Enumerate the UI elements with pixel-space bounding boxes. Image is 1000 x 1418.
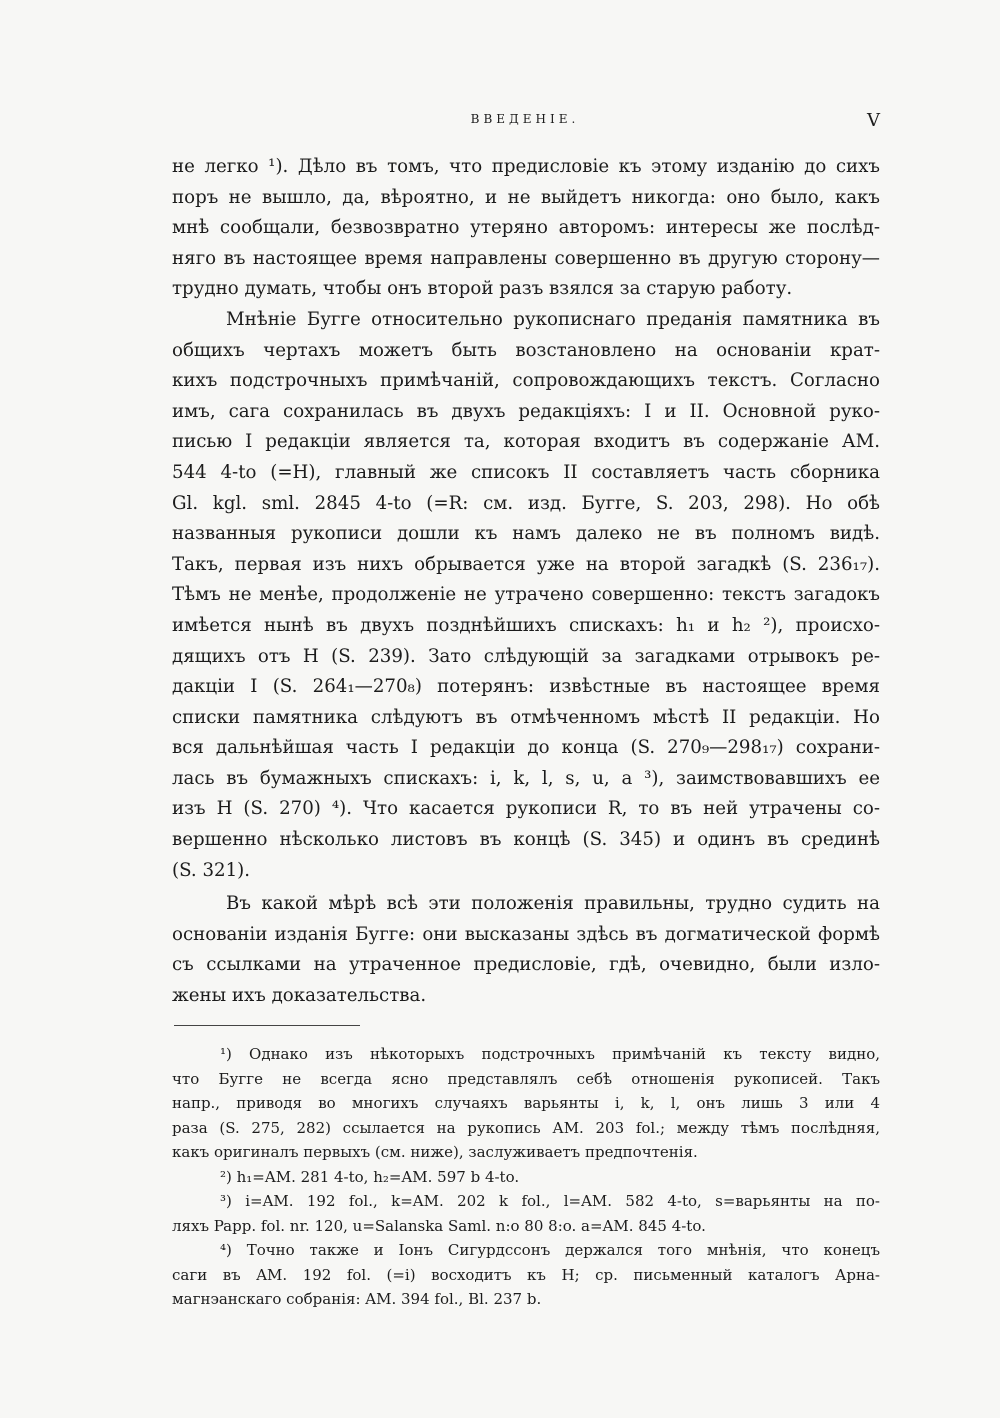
text-line: Gl. kgl. sml. 2845 4-to (=R: см. изд. Бугге, S. 203, 298). Но обѣ [172, 492, 880, 514]
footnote-line: саги въ AM. 192 fol. (=i) восходитъ къ H; ср. письменный каталогъ Арна- [172, 1265, 880, 1284]
text-line: основаніи изданія Бугге: они высказаны здѣсь въ догматической формѣ [172, 923, 880, 945]
text-line: не легко ¹). Дѣло въ томъ, что предисловіе къ этому изданію до сихъ [172, 156, 880, 177]
footnote-line: ³) i=AM. 192 fol., k=AM. 202 k fol., l=AM. 582 4-to, s=варьянты на по- [220, 1192, 880, 1210]
footnote-2 [172, 1165, 880, 1190]
footnote-line: какъ оригиналъ первыхъ (см. ниже), заслуживаетъ предпочтенія. [172, 1143, 698, 1161]
text-line: списки памятника слѣдуютъ въ отмѣченномъ мѣстѣ II редакціи. Но [172, 706, 880, 728]
body-text [172, 152, 880, 1012]
text-line: названныя рукописи дошли къ намъ далеко не въ полномъ видѣ. [172, 523, 880, 545]
footnote-3 [172, 1189, 880, 1238]
footnote-separator [174, 1025, 360, 1026]
footnote-line: ляхъ Papp. fol. nr. 120, u=Salanska Saml. n:o 80 8:o. a=AM. 845 4-to. [172, 1216, 706, 1235]
text-line: Такъ, первая изъ нихъ обрывается уже на второй загадкѣ (S. 236₁₇). [172, 553, 880, 575]
footnote-line: что Бугге не всегда ясно представлялъ себѣ отношенія рукописей. Такъ [172, 1069, 880, 1088]
text-line: (S. 321). [172, 859, 251, 881]
text-line: съ ссылками на утраченное предисловіе, гдѣ, очевидно, были изло- [172, 954, 880, 976]
paragraph-2 [172, 305, 880, 886]
text-line: няго въ настоящее время направлены совершенно въ другую сторону— [172, 247, 880, 269]
text-line: 544 4-to (=H), главный же списокъ II составляетъ часть сборника [172, 461, 880, 483]
text-line: поръ не вышло, да, вѣроятно, и не выйдетъ никогда: оно было, какъ [172, 186, 880, 208]
footnotes [172, 1042, 880, 1312]
text-line: трудно думать, чтобы онъ второй разъ взялся за старую работу. [172, 278, 793, 300]
text-line: лась въ бумажныхъ спискахъ: i, k, l, s, u, a ³), заимствовавшихъ ее [172, 767, 880, 789]
text-line: дящихъ отъ H (S. 239). Зато слѣдующій за загадками отрывокъ ре- [172, 645, 880, 667]
text-line: вершенно нѣсколько листовъ въ концѣ (S. 345) и одинъ въ срединѣ [172, 829, 880, 851]
footnote-line: магнэанскаго собранія: AM. 394 fol., Bl. 237 b. [172, 1290, 542, 1308]
paragraph-3 [172, 889, 880, 1011]
text-line: Тѣмъ не менѣе, продолженіе не утрачено совершенно: текстъ загадокъ [172, 584, 880, 606]
text-line: жены ихъ доказательства. [172, 985, 427, 1007]
running-title: ВВЕДЕНІЕ. [470, 112, 580, 126]
text-line: Въ какой мѣрѣ всѣ эти положенія правильны, трудно судить на [226, 893, 880, 915]
text-line: писью I редакціи является та, которая входитъ въ содержаніе АМ. [172, 431, 880, 453]
text-line: изъ H (S. 270) ⁴). Что касается рукописи R, то въ ней утрачены со- [172, 798, 880, 820]
paragraph-1 [172, 152, 880, 305]
page-number: V [867, 110, 880, 131]
text-line: имъ, сага сохранилась въ двухъ редакціяхъ: I и II. Основной руко- [172, 400, 880, 422]
footnote-1 [172, 1042, 880, 1165]
footnote-line: ¹) Однако изъ нѣкоторыхъ подстрочныхъ примѣчаній къ тексту видно, [220, 1045, 880, 1063]
footnote-line: раза (S. 275, 282) ссылается на рукопись АМ. 203 fol.; между тѣмъ послѣдняя, [172, 1118, 880, 1137]
text-line: мнѣ сообщали, безвозвратно утеряно авторомъ: интересы же послѣд- [172, 217, 880, 239]
footnote-line: ⁴) Точно также и Іонъ Сигурдссонъ держался того мнѣнія, что конецъ [220, 1241, 880, 1259]
text-line: имѣется нынѣ въ двухъ позднѣйшихъ спискахъ: h₁ и h₂ ²), происхо- [172, 614, 880, 636]
text-line: Мнѣніе Бугге относительно рукописнаго преданія памятника въ [226, 308, 880, 330]
running-head [170, 110, 880, 134]
footnote-line: ²) h₁=AM. 281 4-to, h₂=AM. 597 b 4-to. [220, 1167, 520, 1186]
text-line: кихъ подстрочныхъ примѣчаній, сопровождающихъ текстъ. Согласно [172, 370, 880, 392]
text-line: дакціи I (S. 264₁—270₈) потерянъ: извѣстные въ настоящее время [172, 676, 880, 698]
footnote-4 [172, 1238, 880, 1312]
text-line: вся дальнѣйшая часть I редакціи до конца (S. 270₉—298₁₇) сохрани- [172, 737, 880, 759]
text-line: общихъ чертахъ можетъ быть возстановлено на основаніи крат- [172, 339, 880, 361]
footnote-line: напр., приводя во многихъ случаяхъ варьянты i, k, l, онъ лишь 3 или 4 [172, 1094, 880, 1112]
